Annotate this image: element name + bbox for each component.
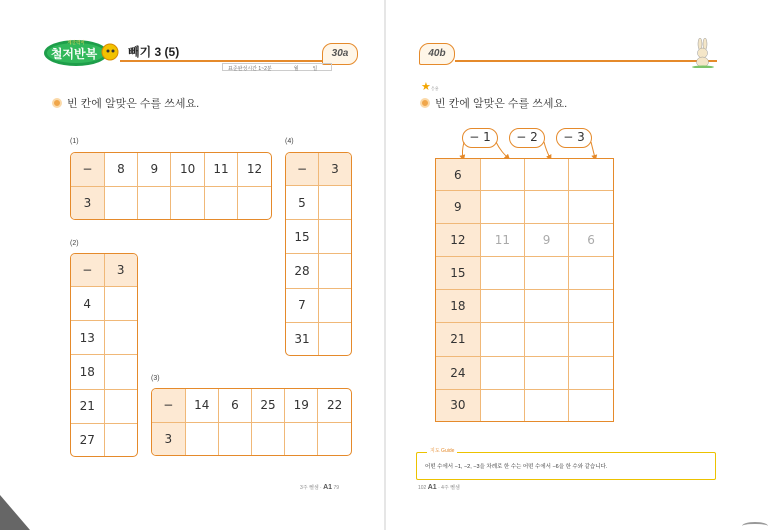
answer-cell[interactable] [569,191,613,224]
chain-row [436,290,613,323]
answer-cell[interactable] [104,389,137,423]
page-number-badge: 30a [322,43,358,65]
header-cell: 8 [104,153,137,186]
instruction-right: 빈 칸에 알맞은 수를 쓰세요. [420,95,567,111]
answer-cell[interactable] [138,186,171,219]
start-number-cell: 30 [436,389,480,421]
series-logo [42,36,120,68]
chain-row [436,159,613,191]
operator-cell: − [152,389,185,422]
row-number-cell: 4 [71,287,104,321]
answer-cell[interactable] [480,159,524,191]
header-cell: 10 [171,153,204,186]
answer-cell[interactable]: 6 [569,224,613,257]
answer-cell[interactable] [525,159,569,191]
op-bubble-1: − 1 [462,128,498,148]
problem-2-grid [70,253,138,457]
header-cell: 12 [238,153,271,186]
problem-label-1: (1) [70,138,79,145]
row-number-cell: 31 [286,322,319,355]
start-number-cell: 15 [436,257,480,290]
star-badge: ★응용 [421,81,439,93]
answer-cell[interactable] [480,389,524,421]
answer-cell[interactable] [525,290,569,323]
unit-title: 빼기 3 (5) [128,45,180,59]
answer-cell[interactable] [480,257,524,290]
answer-cell[interactable] [104,321,137,355]
start-number-cell: 12 [436,224,480,257]
start-number-cell: 9 [436,191,480,224]
chain-row [436,323,613,356]
header-rule-right [455,60,717,62]
answer-cell[interactable] [480,290,524,323]
subtrahend-cell: 3 [152,422,185,455]
answer-cell[interactable] [185,422,218,455]
left-footer: 3주 뺄셈 · A1 79 [300,484,340,491]
operator-cell: − [71,254,104,287]
answer-cell[interactable] [319,220,352,254]
chain-row [436,257,613,290]
subtrahend-cell: 3 [71,186,104,219]
bullet-icon [420,98,430,108]
instruction: 빈 칸에 알맞은 수를 쓰세요. [52,95,199,111]
subtrahend-cell: 3 [319,153,352,186]
answer-cell[interactable] [319,186,352,220]
start-number-cell: 24 [436,356,480,389]
problem-label-3: (3) [151,375,160,382]
answer-cell[interactable] [104,355,137,389]
header-cell: 11 [204,153,237,186]
problem-3-grid [151,388,352,456]
header-cell: 22 [318,389,351,422]
answer-cell[interactable] [480,191,524,224]
row-number-cell: 28 [286,254,319,288]
start-number-cell: 18 [436,290,480,323]
answer-cell[interactable] [104,186,137,219]
answer-cell[interactable] [285,422,318,455]
chain-row [436,224,613,257]
chain-row [436,389,613,421]
bunny-icon [690,38,716,68]
answer-cell[interactable] [319,254,352,288]
answer-cell[interactable] [204,186,237,219]
bullet-icon [52,98,62,108]
guide-box [416,448,716,480]
row-number-cell: 7 [286,288,319,322]
row-number-cell: 21 [71,389,104,423]
operator-cell: − [286,153,319,186]
chain-subtraction-grid [435,158,614,422]
chain-row [436,356,613,389]
problem-4-grid [285,152,352,356]
answer-cell[interactable] [525,323,569,356]
row-number-cell: 27 [71,423,104,456]
answer-cell[interactable] [104,423,137,456]
answer-cell[interactable]: 11 [480,224,524,257]
row-number-cell: 15 [286,220,319,254]
page-curl [742,522,768,530]
subtrahend-cell: 3 [104,254,137,287]
page-corner [0,495,30,530]
answer-cell[interactable] [251,422,284,455]
start-number-cell: 21 [436,323,480,356]
answer-cell[interactable] [525,191,569,224]
guide-text: 어떤 수에서 −1, −2, −3을 차례로 한 수는 어떤 수에서 −6을 한 수와 같습니다. [425,464,608,470]
answer-cell[interactable] [569,159,613,191]
problem-1-grid [70,152,272,220]
answer-cell[interactable] [171,186,204,219]
problem-label-2: (2) [70,240,79,247]
operator-cell: − [71,153,104,186]
op-bubble-3: − 3 [556,128,592,148]
answer-cell[interactable] [569,290,613,323]
answer-cell[interactable] [480,323,524,356]
op-bubble-2: − 2 [509,128,545,148]
answer-cell[interactable] [238,186,271,219]
header-rule [120,60,330,62]
answer-cell[interactable] [318,422,351,455]
answer-cell[interactable] [480,356,524,389]
answer-cell[interactable] [218,422,251,455]
answer-cell[interactable] [319,322,352,355]
header-cell: 14 [185,389,218,422]
answer-cell[interactable]: 9 [525,224,569,257]
right-footer: 102 A1 · 4주 뺄셈 [418,484,460,491]
page-number-badge-right: 40b [419,43,455,65]
header-cell: 19 [285,389,318,422]
answer-cell[interactable] [525,389,569,421]
answer-cell[interactable] [104,287,137,321]
chain-row [436,191,613,224]
header-cell: 25 [251,389,284,422]
header-cell: 6 [218,389,251,422]
row-number-cell: 18 [71,355,104,389]
answer-cell[interactable] [569,323,613,356]
answer-cell[interactable] [569,257,613,290]
answer-cell[interactable] [569,356,613,389]
answer-cell[interactable] [319,288,352,322]
start-number-cell: 6 [436,159,480,191]
row-number-cell: 5 [286,186,319,220]
guide-title: 지도 Guide [427,447,457,454]
problem-label-4: (4) [285,138,294,145]
logo-small-text: 계산력이 [67,40,85,45]
star-label: 응용 [430,86,439,91]
answer-cell[interactable] [569,389,613,421]
header-cell: 9 [138,153,171,186]
answer-cell[interactable] [525,356,569,389]
time-info: 표준완성시간 1~2분 월 일 [228,66,318,72]
logo-text: 철저반복 [50,47,98,61]
answer-cell[interactable] [525,257,569,290]
row-number-cell: 13 [71,321,104,355]
